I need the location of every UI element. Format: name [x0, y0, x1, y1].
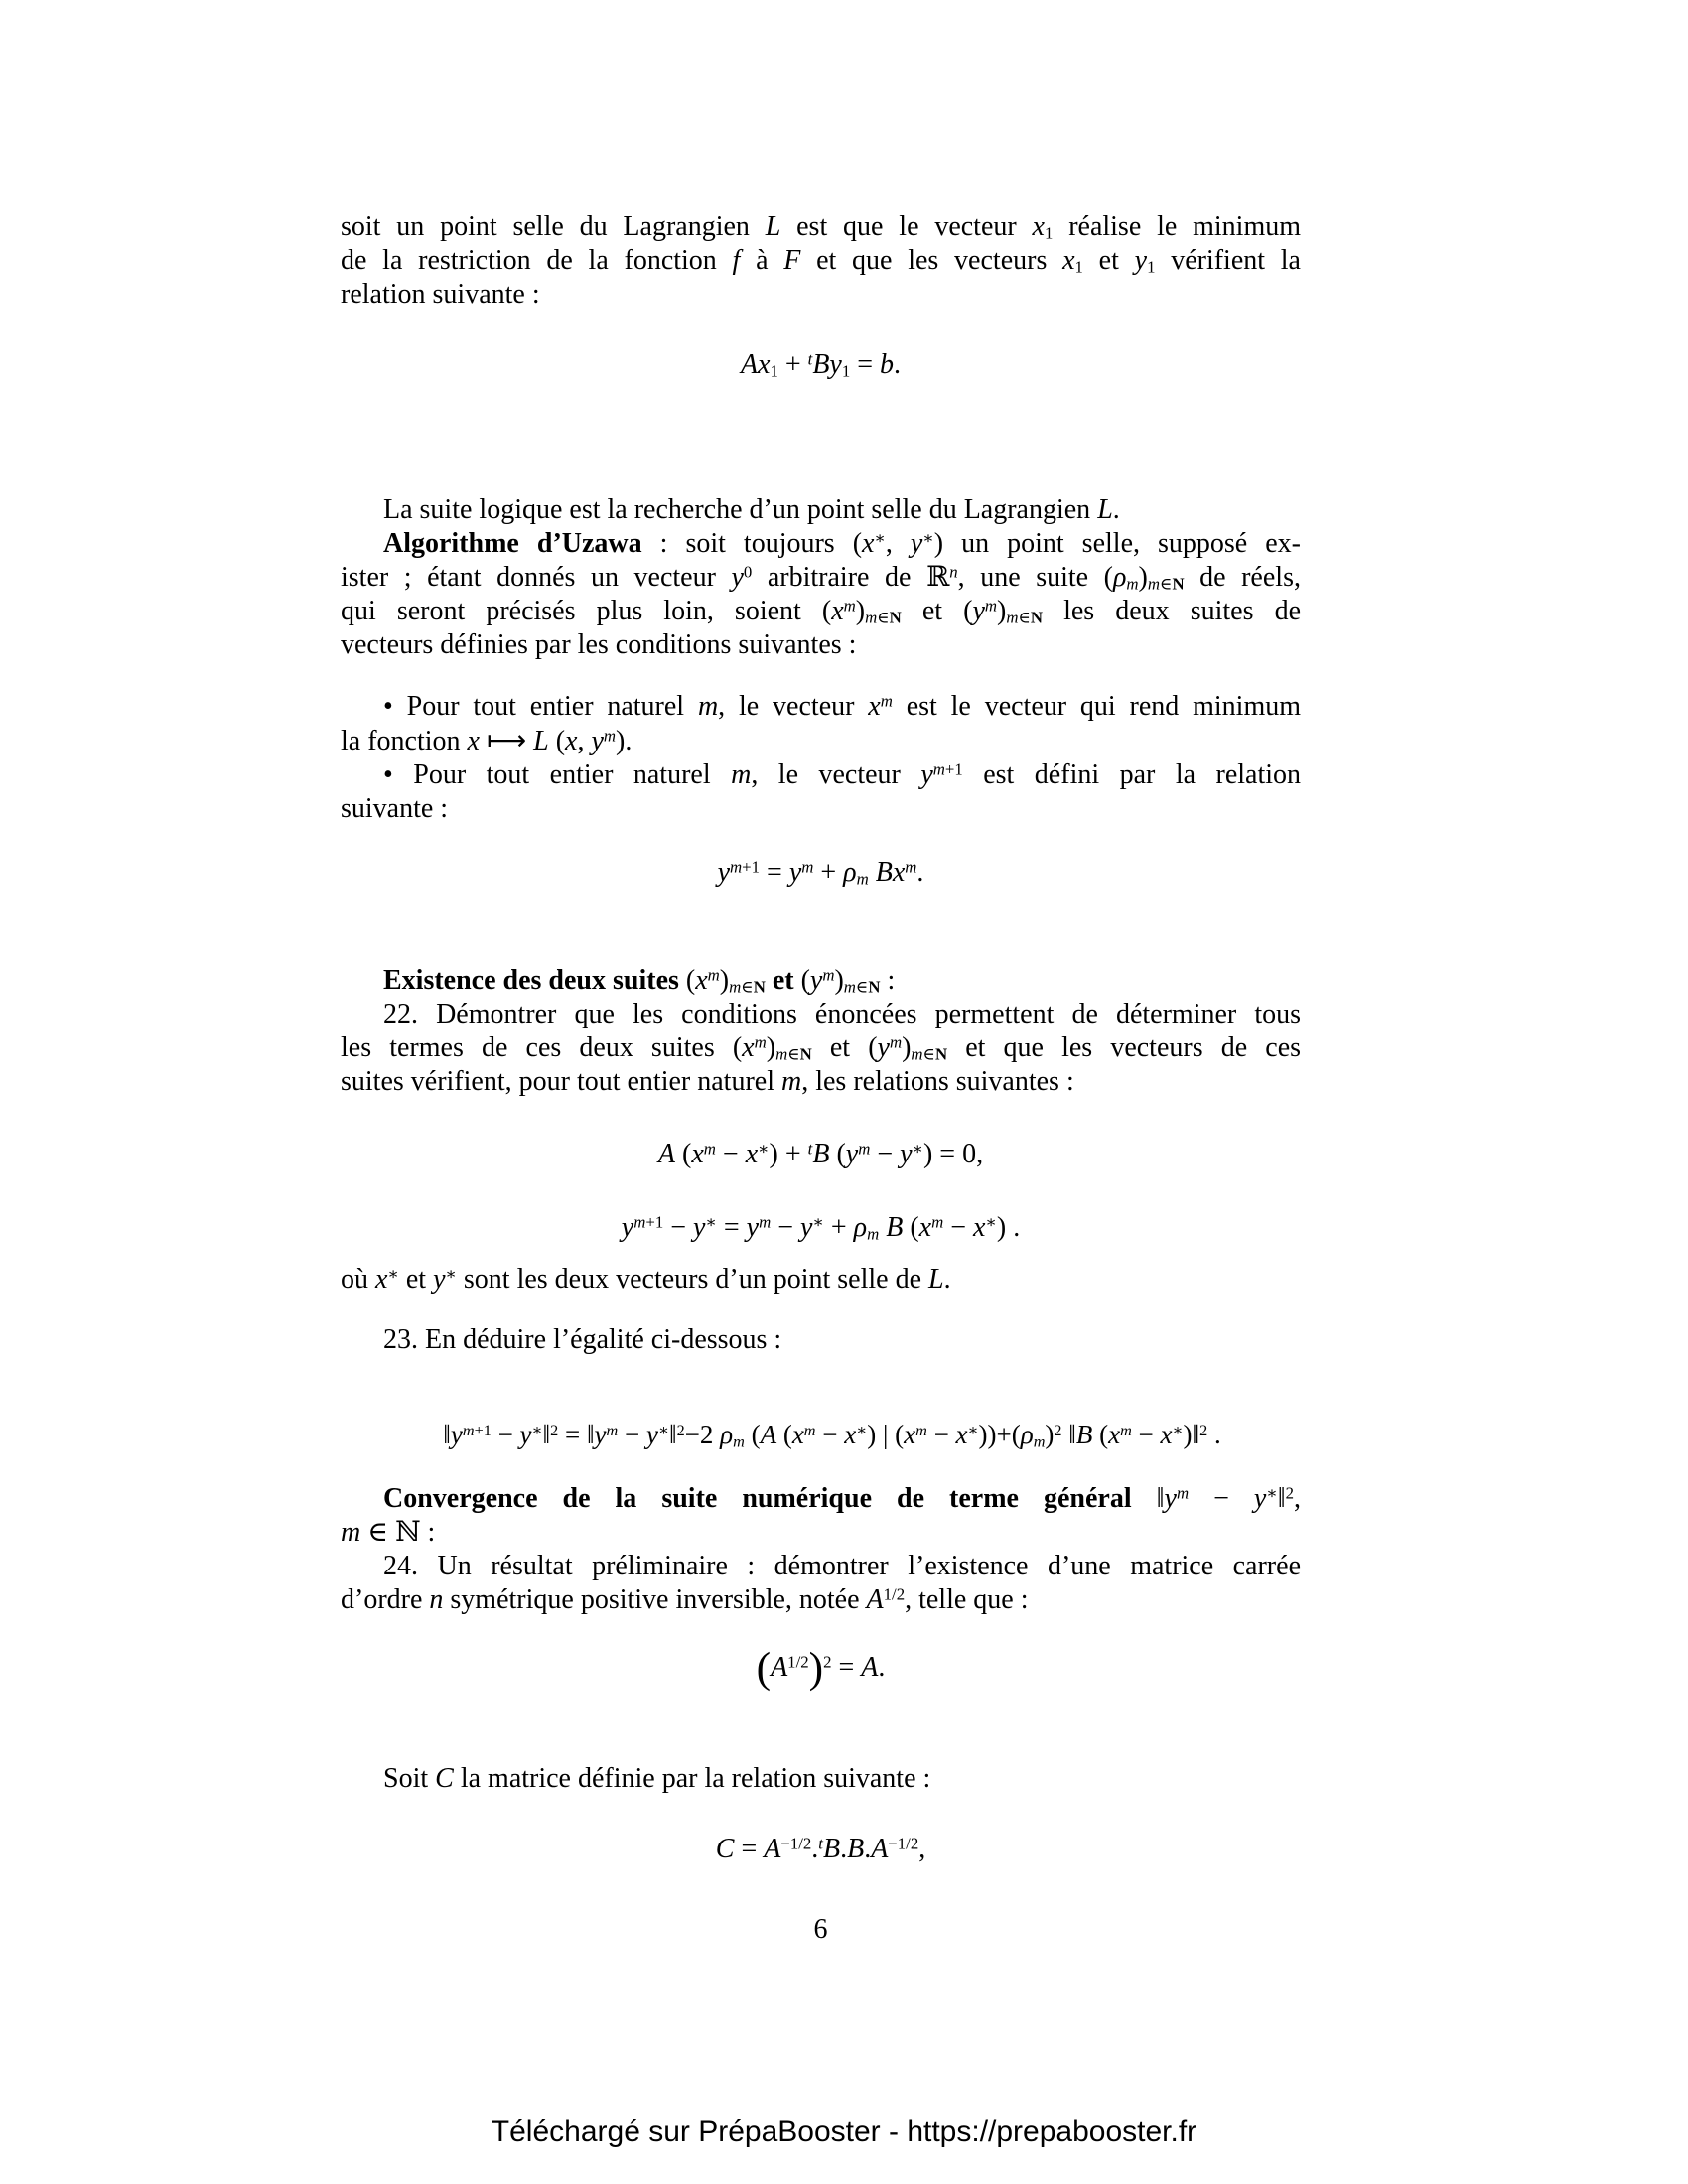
equation-block	[341, 1206, 1301, 1250]
text-line: Convergence de la suite numérique de terme général $‖y^m$ − y∗‖$^2$,	[383, 1483, 1301, 1514]
text-block	[341, 1762, 1301, 1796]
page-number: 6	[813, 1914, 828, 1945]
text-line: m ∈ ℕ :	[341, 1517, 436, 1548]
display-equation: $(A^{1/2})^2 = A$.	[756, 1644, 886, 1693]
text-line: Soit C la matrice définie par la relation suivante :	[383, 1763, 931, 1794]
text-block	[341, 964, 1301, 1099]
text-line: les termes de ces deux suites $(x^m)_{m\in N}$ et $(y^m)_{m\in N}$ et que les vecteurs de ces	[341, 1032, 1302, 1064]
text-line: relation suivante :	[341, 279, 540, 310]
equation-block	[341, 1133, 1301, 1176]
text-line: Existence des deux suites $(x^m)_{m\in N}$ et $(y^m)_{m\in N}$ :	[383, 965, 896, 997]
text-line: 23. En déduire l’égalité ci-dessous :	[383, 1324, 782, 1355]
text-line: la fonction x ⟼ L (x, $y^m$).	[341, 724, 633, 756]
text-line: ister ; étant donnés un vecteur $y^0$ arbitraire de ℝ$^n$, une suite $(\rho_m)_{m\in N}$ de réels,	[341, 562, 1301, 594]
text-line: vecteurs définies par les conditions suivantes :	[341, 629, 857, 660]
text-line: • Pour tout entier naturel m, le vecteur $x^m$ est le vecteur qui rend minimum	[383, 691, 1302, 722]
download-footer: Téléchargé sur PrépaBooster - https://prepabooster.fr	[491, 2116, 1197, 2148]
text-block	[341, 1482, 1301, 1550]
text-line: 22. Démontrer que les conditions énoncées permettent de déterminer tous	[383, 999, 1301, 1029]
text-line: où x∗ et y∗ sont les deux vecteurs d’un point selle de L.	[341, 1264, 951, 1295]
text-line: soit un point selle du Lagrangien L est que le vecteur $x_1$ réalise le minimum	[341, 211, 1301, 243]
pdf-page	[341, 0, 1301, 1947]
equation-block	[341, 1828, 1301, 1871]
text-block	[341, 1323, 1301, 1357]
text-block	[341, 493, 1301, 662]
text-line: La suite logique est la recherche d’un point selle du Lagrangien L.	[383, 494, 1120, 525]
equation-block	[341, 851, 1301, 894]
equation-block	[341, 1411, 1301, 1458]
document-body	[341, 210, 1301, 1871]
equation-block	[341, 343, 1301, 387]
display-equation: $y^{m+1} - y^∗ = y^m - y^∗ + \rho_m$ B $(x^m - x^∗)$ .	[621, 1212, 1021, 1244]
text-line: suivante :	[341, 793, 449, 824]
display-equation: $C = A^{-1/2}.^tB.B.A^{-1/2}$,	[715, 1834, 926, 1864]
text-line: d’ordre n symétrique positive inversible, notée $A^{1/2}$, telle que :	[341, 1584, 1029, 1615]
text-block	[341, 1550, 1301, 1617]
text-block	[341, 1263, 1301, 1297]
text-line: Algorithme d’Uzawa : soit toujours (x∗, y∗) un point selle, supposé ex-	[383, 528, 1301, 559]
display-equation: $‖y^{m+1}$ − y∗‖$^2$ = $‖y^m$ − y∗‖$^2$−2 $\rho_m$ (A $(x^m - x^∗)$ | $(x^m - x^∗))+(\rho_m)^2$ ‖B ($x^m$ − x∗)‖$^2$ .	[443, 1420, 1221, 1451]
display-equation: $Ax_1 + ^tBy_1 = b$.	[740, 349, 902, 381]
text-line: de la restriction de la fonction f à F et que les vecteurs $x_1$ et $y_1$ vérifient la	[341, 245, 1301, 277]
display-equation: A $(x^m - x^∗) + ^tB$ $(y^m - y^∗) = 0$,	[657, 1139, 984, 1169]
text-line: 24. Un résultat préliminaire : démontrer l’existence d’une matrice carrée	[383, 1551, 1301, 1581]
equation-block	[341, 1639, 1301, 1697]
text-line: qui seront précisés plus loin, soient $(x^m)_{m\in N}$ et $(y^m)_{m\in N}$ les deux suites de	[341, 596, 1301, 627]
text-block	[341, 690, 1301, 826]
display-equation: $y^{m+1} = y^m + \rho_m$ Bx$^m$.	[717, 857, 924, 888]
text-block	[341, 210, 1301, 312]
text-line: suites vérifient, pour tout entier naturel m, les relations suivantes :	[341, 1066, 1074, 1097]
text-line: • Pour tout entier naturel m, le vecteur $y^{m+1}$ est défini par la relation	[383, 759, 1302, 790]
